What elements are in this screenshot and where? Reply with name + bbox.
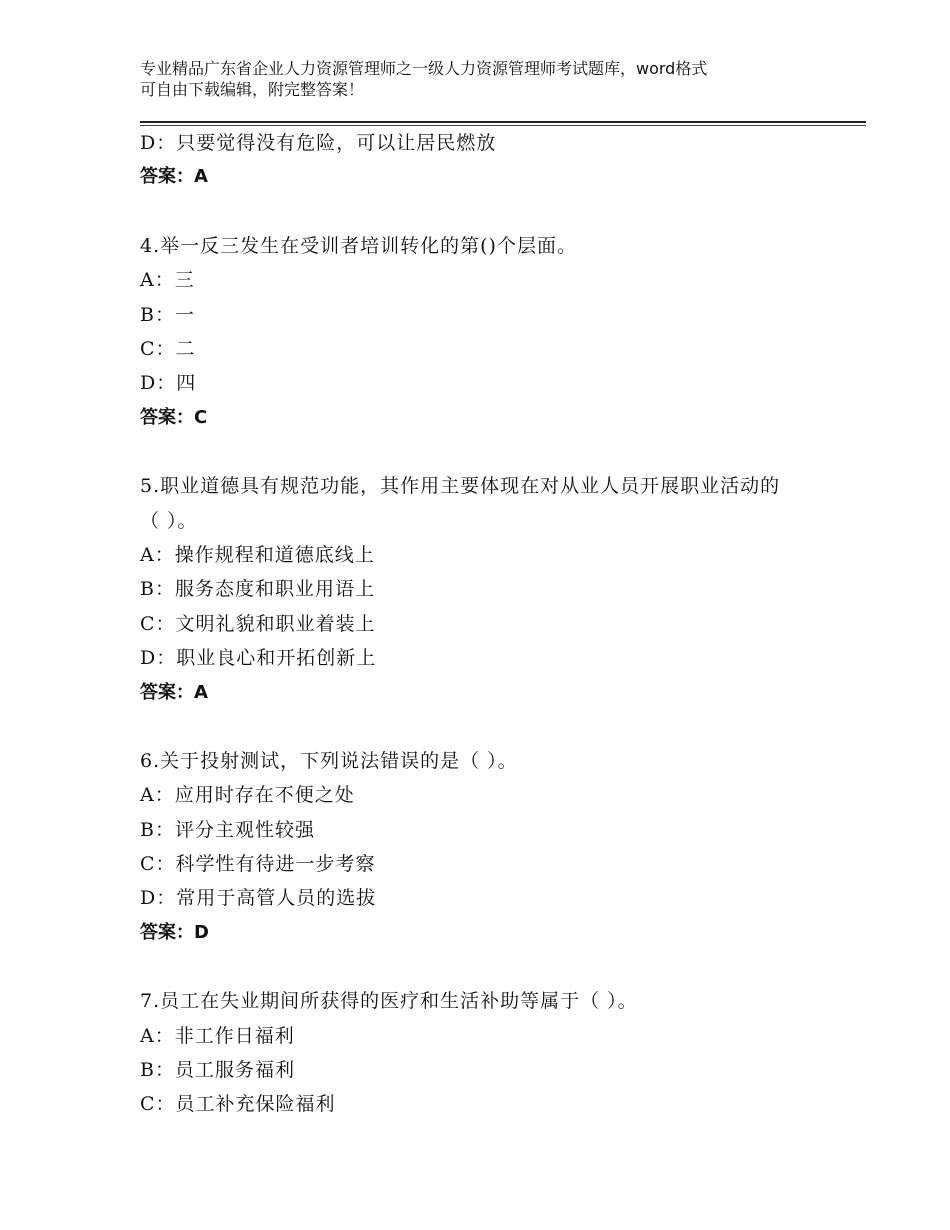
option-c: C：员工补充保险福利 <box>140 1093 336 1116</box>
question-text: 5.职业道德具有规范功能，其作用主要体现在对从业人员开展职业活动的（ ）。 <box>140 475 781 532</box>
spacer <box>140 710 820 744</box>
header-divider-thick <box>140 121 866 123</box>
question-text: 6.关于投射测试，下列说法错误的是（ ）。 <box>140 749 518 772</box>
option-a: A：非工作日福利 <box>140 1024 295 1047</box>
question-text: 4.举一反三发生在受训者培训转化的第()个层面。 <box>140 234 577 257</box>
answer-label: 答案：C <box>140 406 208 428</box>
previous-question-tail <box>140 126 820 195</box>
question-7 <box>140 984 820 1122</box>
option-d: D：只要觉得没有危险，可以让居民燃放 <box>140 132 497 154</box>
option-a: A：三 <box>140 269 195 292</box>
answer-label: 答案：D <box>140 921 209 943</box>
option-d: D：常用于高管人员的选拔 <box>140 887 377 910</box>
spacer <box>140 950 820 984</box>
option-c: C：二 <box>140 337 196 360</box>
question-list <box>140 126 820 1122</box>
question-text: 7.员工在失业期间所获得的医疗和生活补助等属于（ ）。 <box>140 990 638 1013</box>
answer-label: 答案：A <box>140 166 208 188</box>
option-d: D：职业良心和开拓创新上 <box>140 647 377 670</box>
spacer <box>140 435 820 469</box>
spacer <box>140 195 820 229</box>
header-line-2: 可自由下载编辑，附完整答案！ <box>140 80 365 99</box>
question-6 <box>140 744 820 950</box>
option-a: A：操作规程和道德底线上 <box>140 543 375 566</box>
option-c: C：科学性有待进一步考察 <box>140 853 376 876</box>
option-b: B：员工服务福利 <box>140 1059 295 1082</box>
option-b: B：一 <box>140 303 195 326</box>
header-line-1: 专业精品广东省企业人力资源管理师之一级人力资源管理师考试题库，word格式 <box>140 59 708 78</box>
option-b: B：评分主观性较强 <box>140 818 315 841</box>
option-b: B：服务态度和职业用语上 <box>140 578 375 601</box>
option-c: C：文明礼貌和职业着装上 <box>140 612 376 635</box>
document-header <box>140 58 840 100</box>
option-a: A：应用时存在不便之处 <box>140 784 355 807</box>
question-4 <box>140 229 820 435</box>
option-d: D：四 <box>140 372 197 395</box>
answer-label: 答案：A <box>140 681 208 703</box>
question-5 <box>140 469 820 710</box>
